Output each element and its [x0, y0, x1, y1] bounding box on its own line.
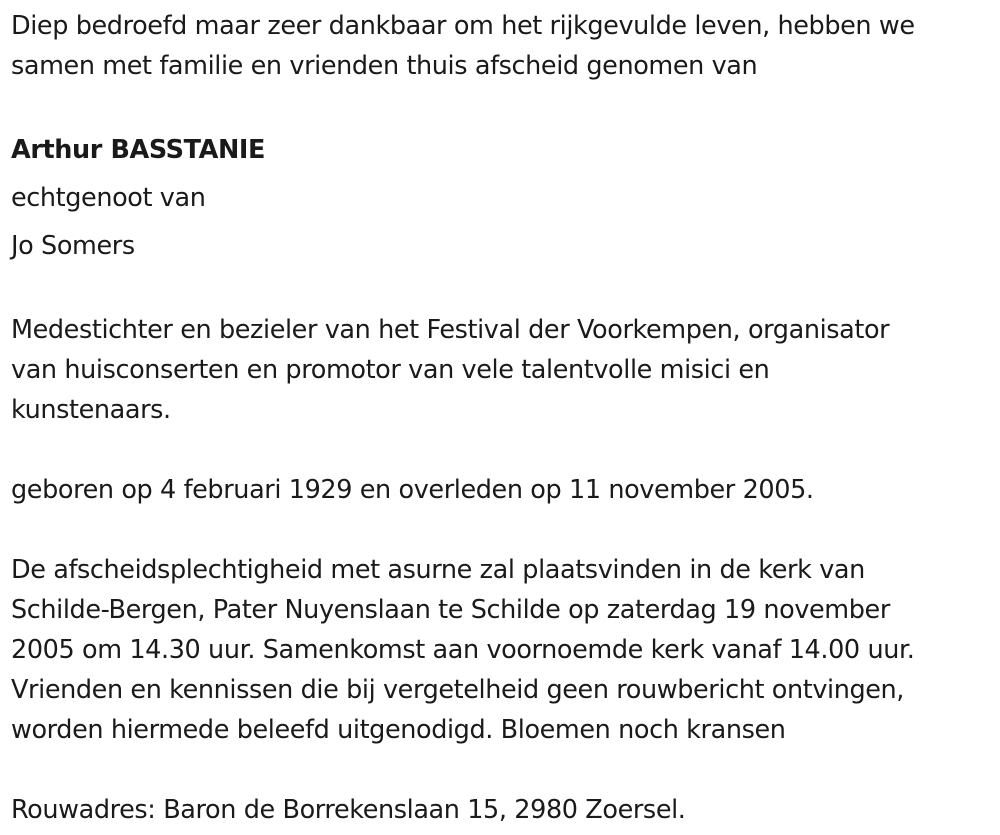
ceremony-paragraph — [11, 550, 996, 750]
dates-paragraph — [11, 470, 996, 510]
bio-line-1: Medestichter en bezieler van het Festival der Voorkempen, organisator — [11, 315, 890, 345]
ceremony-line-3: 2005 om 14.30 uur. Samenkomst aan voornoemde kerk vanaf 14.00 uur. — [11, 635, 915, 665]
intro-line-2: samen met familie en vrienden thuis afscheid genomen van — [11, 51, 758, 81]
ceremony-line-1: De afscheidsplechtigheid met asurne zal plaatsvinden in de kerk van — [11, 555, 865, 585]
ceremony-line-4: Vrienden en kennissen die bij vergetelheid geen rouwbericht ontvingen, — [11, 675, 905, 705]
bio-line-2: van huisconserten en promotor van vele talentvolle misici en — [11, 355, 770, 385]
spacer — [11, 750, 996, 790]
spacer — [11, 86, 996, 126]
deceased-block — [11, 126, 996, 270]
obituary-notice — [11, 6, 996, 830]
ceremony-line-2: Schilde-Bergen, Pater Nuyenslaan te Schilde op zaterdag 19 november — [11, 595, 890, 625]
bio-paragraph — [11, 310, 996, 430]
bio-line-3: kunstenaars. — [11, 395, 171, 425]
spacer — [11, 270, 996, 310]
intro-paragraph — [11, 6, 996, 86]
deceased-name: Arthur BASSTANIE — [11, 135, 266, 165]
relation-text: echtgenoot van — [11, 183, 206, 213]
spacer — [11, 430, 996, 470]
spouse-name: Jo Somers — [11, 231, 135, 261]
address-line-1: Rouwadres: Baron de Borrekenslaan 15, 2980 Zoersel. — [11, 795, 686, 825]
intro-line-1: Diep bedroefd maar zeer dankbaar om het rijkgevulde leven, hebben we — [11, 11, 915, 41]
spacer — [11, 510, 996, 550]
ceremony-line-5: worden hiermede beleefd uitgenodigd. Bloemen noch kransen — [11, 715, 786, 745]
address-paragraph — [11, 790, 996, 830]
dates-line-1: geboren op 4 februari 1929 en overleden op 11 november 2005. — [11, 475, 814, 505]
